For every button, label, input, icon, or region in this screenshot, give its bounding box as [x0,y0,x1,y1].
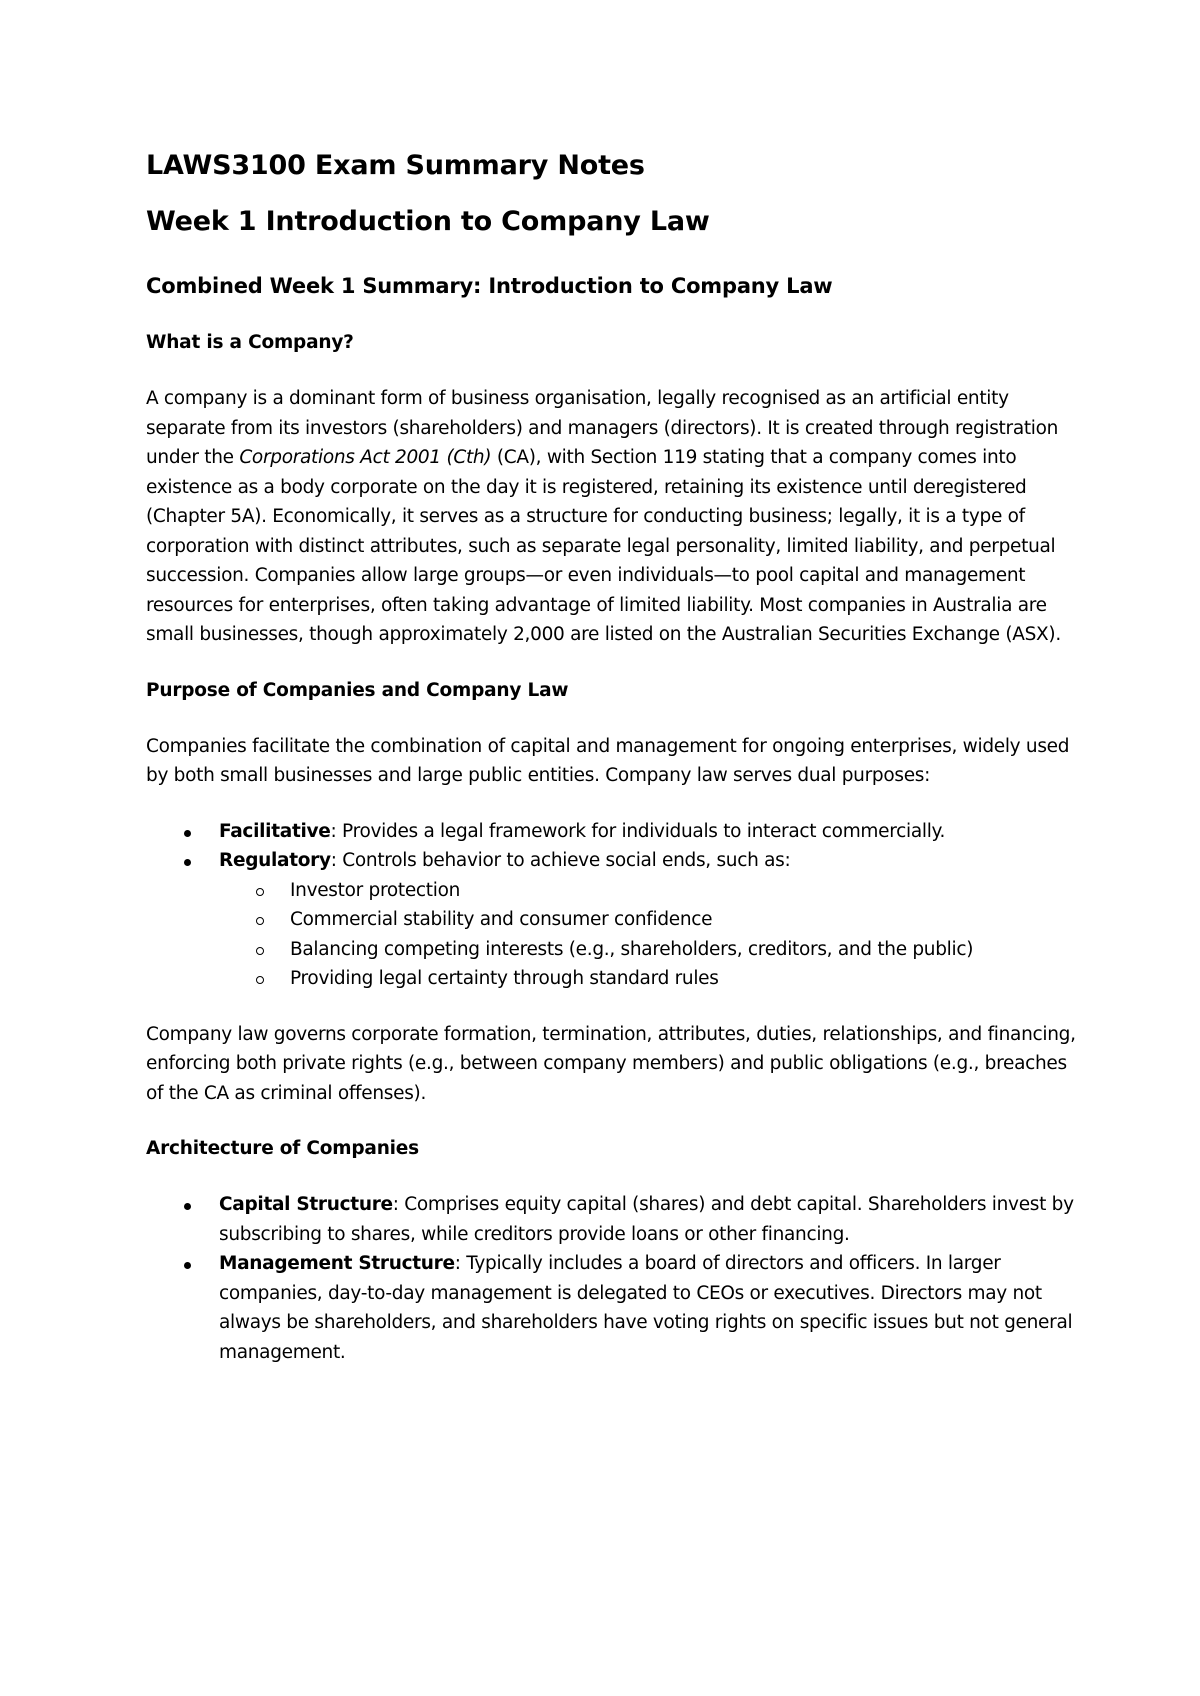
list-item [146,846,1080,994]
regulatory-sublist [219,876,1080,994]
circle-bullet-icon [256,917,264,925]
list-item-term: Management Structure [219,1253,455,1274]
list-item-text: : Comprises equity capital (shares) and debt capital. Shareholders invest by subscribing to shares, while creditors provide loans or other financing. [219,1194,1074,1245]
purpose-closing: Company law governs corporate formation, termination, attributes, duties, relationships, and financing, enforcing both private rights (e.g., between company members) and public obligations (e.g., breaches of the CA as criminal offenses). [146,1023,1076,1104]
purpose-intro: Companies facilitate the combination of capital and management for ongoing enterprises, widely used by both small businesses and large public entities. Company law serves dual purposes: [146,735,1070,786]
section-heading: Combined Week 1 Summary: Introduction to Company Law [146,274,833,298]
week-heading: Week 1 Introduction to Company Law [146,206,710,237]
sub-list-item: Commercial stability and consumer confidence [146,905,1080,935]
bullet-icon [184,830,191,837]
circle-bullet-icon [256,888,264,896]
act-name: Corporations Act 2001 (Cth) [239,447,492,468]
sub-list-item: Providing legal certainty through standard rules [146,964,1080,994]
what-is-paragraph: A company is a dominant form of business organisation, legally recognised as an artificial entity separate from its investors (shareholders) and managers (directors). It is created through registration under the Corporations Act 2001 (Cth) (CA), with Section 119 stating that a company comes into existence as a body corporate on the day it is registered, retaining its existence until deregistered (Chapter 5A). Economically, it serves as a structure for conducting business; legally, it is a type of corporation with distinct attributes, such as separate legal personality, limited liability, and perpetual succession. Companies allow large groups—or even individuals—to pool capital and management resources for enterprises, often taking advantage of limited liability. Most companies in Australia are small businesses, though approximately 2,000 are listed on the Australian Securities Exchange (ASX). [146,388,1061,645]
list-item-term: Facilitative [219,820,331,842]
sub-list-item: Investor protection [146,876,1080,906]
architecture-list [146,1190,1080,1367]
list-item [146,1249,1080,1367]
bullet-icon [184,1262,191,1269]
list-item-term: Regulatory [219,850,331,871]
list-item-text: : Controls behavior to achieve social ends, such as: [330,850,791,871]
document-title: LAWS3100 Exam Summary Notes [146,150,645,181]
bullet-icon [184,1203,191,1210]
bullet-icon [184,859,191,866]
list-item [146,817,1080,847]
purpose-list [146,817,1080,994]
architecture-heading: Architecture of Companies [146,1138,419,1159]
list-item [146,1190,1080,1249]
list-item-text: : Typically includes a board of directors and officers. In larger companies, day-to-day management is delegated to CEOs or executives. Directors may not always be shareholders, and shareholders have voting rights on specific issues but not general management. [219,1253,1073,1363]
circle-bullet-icon [256,947,264,955]
list-item-term: Capital Structure [219,1194,393,1215]
circle-bullet-icon [256,976,264,984]
list-item-text: : Provides a legal framework for individuals to interact commercially. [330,820,946,842]
purpose-heading: Purpose of Companies and Company Law [146,679,569,701]
sub-list-item: Balancing competing interests (e.g., shareholders, creditors, and the public) [146,935,1080,965]
what-is-heading: What is a Company? [146,332,354,353]
